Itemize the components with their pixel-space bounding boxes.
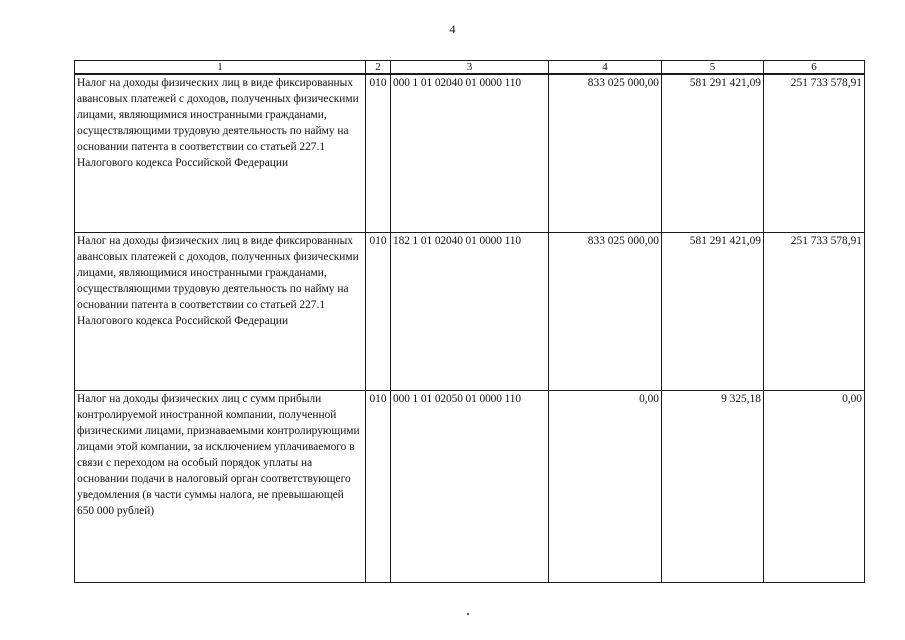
line-code-cell: 010 — [366, 74, 391, 233]
approved-amount-cell: 833 025 000,00 — [549, 233, 662, 391]
unexecuted-amount-cell: 0,00 — [764, 391, 865, 583]
budget-code-cell: 182 1 01 02040 01 0000 110 — [391, 233, 549, 391]
executed-amount-cell: 9 325,18 — [662, 391, 764, 583]
line-code-cell: 010 — [366, 391, 391, 583]
income-name-cell: Налог на доходы физических лиц в виде фиксированных авансовых платежей с доходов, полученных физическими лицами, являющимися иностранными гражданами, осуществляющими трудовую деятельность по найму на основании патента в соответствии со статьей 227.1 Налогового кодекса Российской Федерации — [75, 74, 366, 233]
scan-speck — [467, 613, 469, 615]
approved-amount-cell: 833 025 000,00 — [549, 74, 662, 233]
approved-amount-cell: 0,00 — [549, 391, 662, 583]
budget-code-cell: 000 1 01 02040 01 0000 110 — [391, 74, 549, 233]
income-name-cell: Налог на доходы физических лиц в виде фиксированных авансовых платежей с доходов, полученных физическими лицами, являющимися иностранными гражданами, осуществляющими трудовую деятельность по найму на основании патента в соответствии со статьей 227.1 Налогового кодекса Российской Федерации — [75, 233, 366, 391]
income-name-cell: Налог на доходы физических лиц с сумм прибыли контролируемой иностранной компании, полученной физическими лицами, признаваемыми контролирующими лицами этой компании, за исключением уплачиваемого в связи с переходом на особый порядок уплаты на основании подачи в налоговый орган соответствующего уведомления (в части суммы налога, не превышающей 650 000 рублей) — [75, 391, 366, 583]
unexecuted-amount-cell: 251 733 578,91 — [764, 74, 865, 233]
table-row — [75, 74, 865, 233]
page-number: 4 — [449, 22, 456, 36]
budget-code-cell: 000 1 01 02050 01 0000 110 — [391, 391, 549, 583]
column-number-1: 1 — [75, 61, 366, 75]
table-row — [75, 233, 865, 391]
unexecuted-amount-cell: 251 733 578,91 — [764, 233, 865, 391]
column-number-3: 3 — [391, 61, 549, 75]
line-code-cell: 010 — [366, 233, 391, 391]
executed-amount-cell: 581 291 421,09 — [662, 233, 764, 391]
column-number-6: 6 — [764, 61, 865, 75]
table-row — [75, 391, 865, 583]
executed-amount-cell: 581 291 421,09 — [662, 74, 764, 233]
column-number-5: 5 — [662, 61, 764, 75]
column-number-2: 2 — [366, 61, 391, 75]
column-number-row — [75, 61, 865, 75]
budget-execution-table — [74, 60, 865, 583]
column-number-4: 4 — [549, 61, 662, 75]
